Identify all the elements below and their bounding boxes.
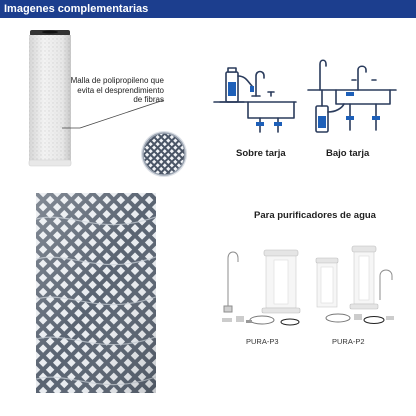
purifier-p2-image: [308, 240, 404, 330]
mesh-caption-line: evita el desprendimiento: [77, 85, 164, 95]
mesh-zoom-circle: [140, 130, 188, 178]
purifier-p3-image: [216, 240, 306, 330]
mesh-caption-line: de fibras: [133, 95, 164, 104]
mesh-closeup-photo: [36, 193, 156, 393]
mesh-caption-line: Malla de polipropileno que: [70, 76, 164, 85]
over-sink-diagram: [212, 56, 298, 142]
purifiers-heading: Para purificadores de agua: [254, 210, 376, 221]
under-sink-diagram: [306, 56, 398, 142]
model-label-p2: PURA-P2: [332, 337, 365, 346]
under-sink-label: Bajo tarja: [326, 148, 370, 159]
over-sink-label: Sobre tarja: [236, 148, 286, 159]
model-label-p3: PURA-P3: [246, 337, 279, 346]
header-title: Imagenes complementarias: [4, 3, 149, 15]
